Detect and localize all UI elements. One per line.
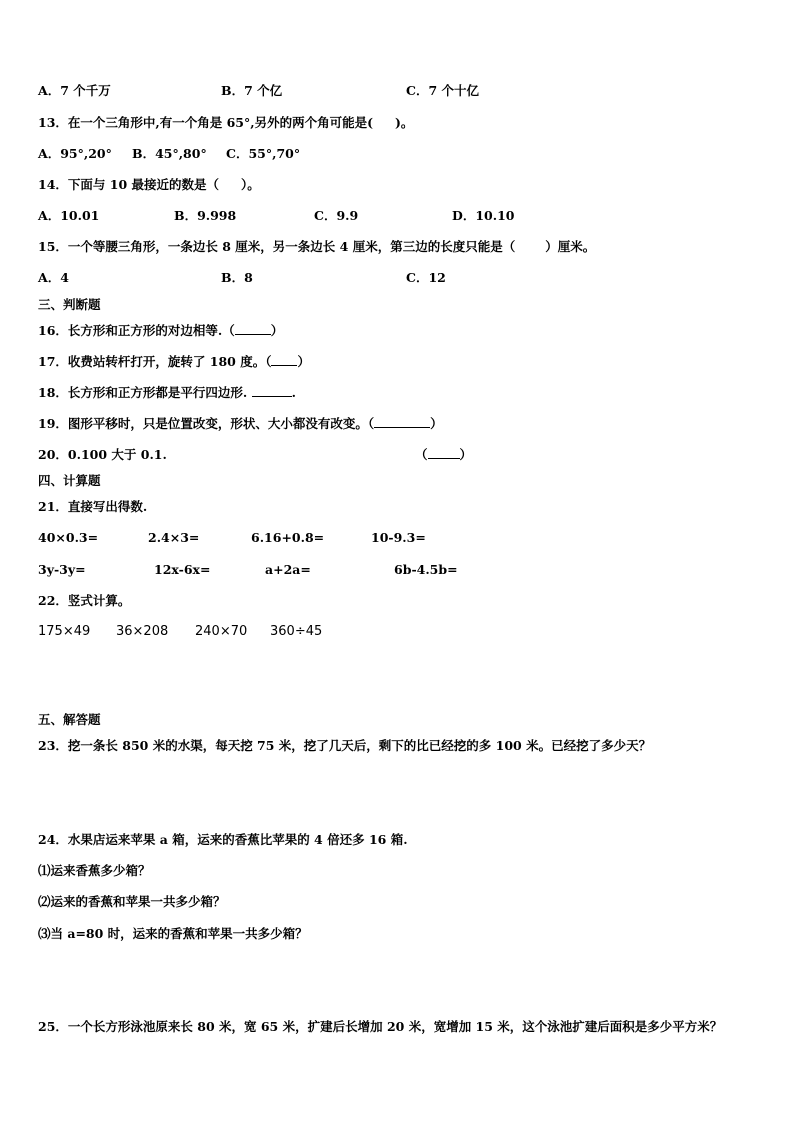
q14-text: 14．下面与 10 最接近的数是（: [38, 177, 219, 192]
q13-option-c: C．55°,70°: [226, 146, 301, 161]
q22-title: 22．竖式计算。: [38, 593, 131, 608]
q15-option-a: A．4: [38, 270, 69, 285]
q23-question: 23．挖一条长 850 米的水渠，每天挖 75 米，挖了几天后，剩下的比已经挖的多 100 米。已经挖了多少天？: [38, 738, 652, 753]
q21-item: a+2a=: [265, 562, 311, 577]
q20-question: [38, 447, 758, 463]
q20-answer-blank[interactable]: [428, 447, 460, 459]
q21-item: 12x-6x=: [154, 562, 211, 577]
q22-item: 360÷45: [270, 624, 323, 639]
q12-option-c: C．7 个十亿: [406, 83, 479, 98]
q16-question: [38, 323, 283, 339]
q20-paren-open: （: [415, 447, 428, 462]
q14-option-a: A．10.01: [38, 208, 100, 223]
q20-paren-close: ）: [459, 447, 473, 462]
q18-text: 18．长方形和正方形都是平行四边形.: [38, 385, 248, 400]
q14-text-end: ）。: [241, 177, 260, 192]
q15-question: [38, 239, 595, 255]
q21-item: 40×0.3=: [38, 530, 99, 545]
q13-text: 13．在一个三角形中,有一个角是 65°,另外的两个角可能是(: [38, 115, 374, 130]
q24-sub-1: ⑴运来香蕉多少箱？: [38, 863, 151, 878]
q21-item: 10-9.3=: [371, 530, 426, 545]
section-5-heading: 五、解答题: [38, 712, 101, 727]
q16-text-end: ）: [270, 323, 284, 338]
q24-sub-3: ⑶当 a=80 时，运来的香蕉和苹果一共多少箱？: [38, 926, 308, 941]
q19-text-end: ）: [430, 416, 443, 431]
q13-option-a: A．95°,20°: [38, 146, 112, 161]
q17-text: 17．收费站转杆打开，旋转了 180 度。（: [38, 354, 272, 369]
q22-item: 36×208: [116, 624, 169, 639]
q16-answer-blank[interactable]: [235, 323, 271, 335]
q17-question: [38, 354, 310, 370]
q15-option-c: C．12: [406, 270, 446, 285]
q19-question: [38, 416, 443, 432]
q24-sub-2: ⑵运来的香蕉和苹果一共多少箱？: [38, 894, 226, 909]
q12-option-b: B．7 个亿: [221, 83, 283, 98]
q13-text-end: )。: [395, 115, 414, 130]
q21-row-2: [38, 562, 758, 578]
q14-question: [38, 177, 260, 193]
q12-options: [38, 83, 758, 99]
q13-question: [38, 115, 413, 131]
q17-text-end: ）: [297, 354, 310, 369]
q21-item: 3y-3y=: [38, 562, 86, 577]
q13-options: [38, 146, 438, 162]
q15-option-b: B．8: [221, 270, 253, 285]
q14-option-b: B．9.998: [174, 208, 237, 223]
q15-options: [38, 270, 758, 286]
q24-title: 24．水果店运来苹果 a 箱，运来的香蕉比苹果的 4 倍还多 16 箱.: [38, 832, 408, 847]
q15-text-end: ）厘米。: [545, 239, 596, 254]
q21-row-1: [38, 530, 758, 546]
q20-text: 20．0.100 大于 0.1.: [38, 447, 167, 462]
q14-option-c: C．9.9: [314, 208, 359, 223]
q25-question: 25．一个长方形泳池原来长 80 米，宽 65 米，扩建后长增加 20 米，宽增加 15 米，这个泳池扩建后面积是多少平方米？: [38, 1019, 723, 1034]
q12-option-a: A．7 个千万: [38, 83, 111, 98]
q22-item: 240×70: [195, 624, 248, 639]
q22-item: 175×49: [38, 624, 91, 639]
q21-item: 2.4×3=: [148, 530, 200, 545]
q17-answer-blank[interactable]: [271, 354, 297, 366]
q15-text: 15．一个等腰三角形，一条边长 8 厘米，另一条边长 4 厘米，第三边的长度只能是（: [38, 239, 516, 254]
q19-answer-blank[interactable]: [374, 416, 430, 428]
q13-option-b: B．45°,80°: [132, 146, 207, 161]
q14-options: [38, 208, 758, 224]
q18-question: [38, 385, 296, 401]
q21-item: 6.16+0.8=: [251, 530, 325, 545]
q21-item: 6b-4.5b=: [394, 562, 458, 577]
q18-text-end: .: [291, 385, 296, 400]
section-4-heading: 四、计算题: [38, 473, 101, 488]
q16-text: 16．长方形和正方形的对边相等.（: [38, 323, 235, 338]
q21-title: 21．直接写出得数.: [38, 499, 148, 514]
q18-answer-blank[interactable]: [252, 385, 292, 397]
q14-option-d: D．10.10: [452, 208, 515, 223]
q19-text: 19．图形平移时，只是位置改变，形状、大小都没有改变。（: [38, 416, 375, 431]
q20-paren: [415, 447, 472, 463]
q22-items: [38, 624, 758, 640]
section-3-heading: 三、判断题: [38, 297, 101, 312]
